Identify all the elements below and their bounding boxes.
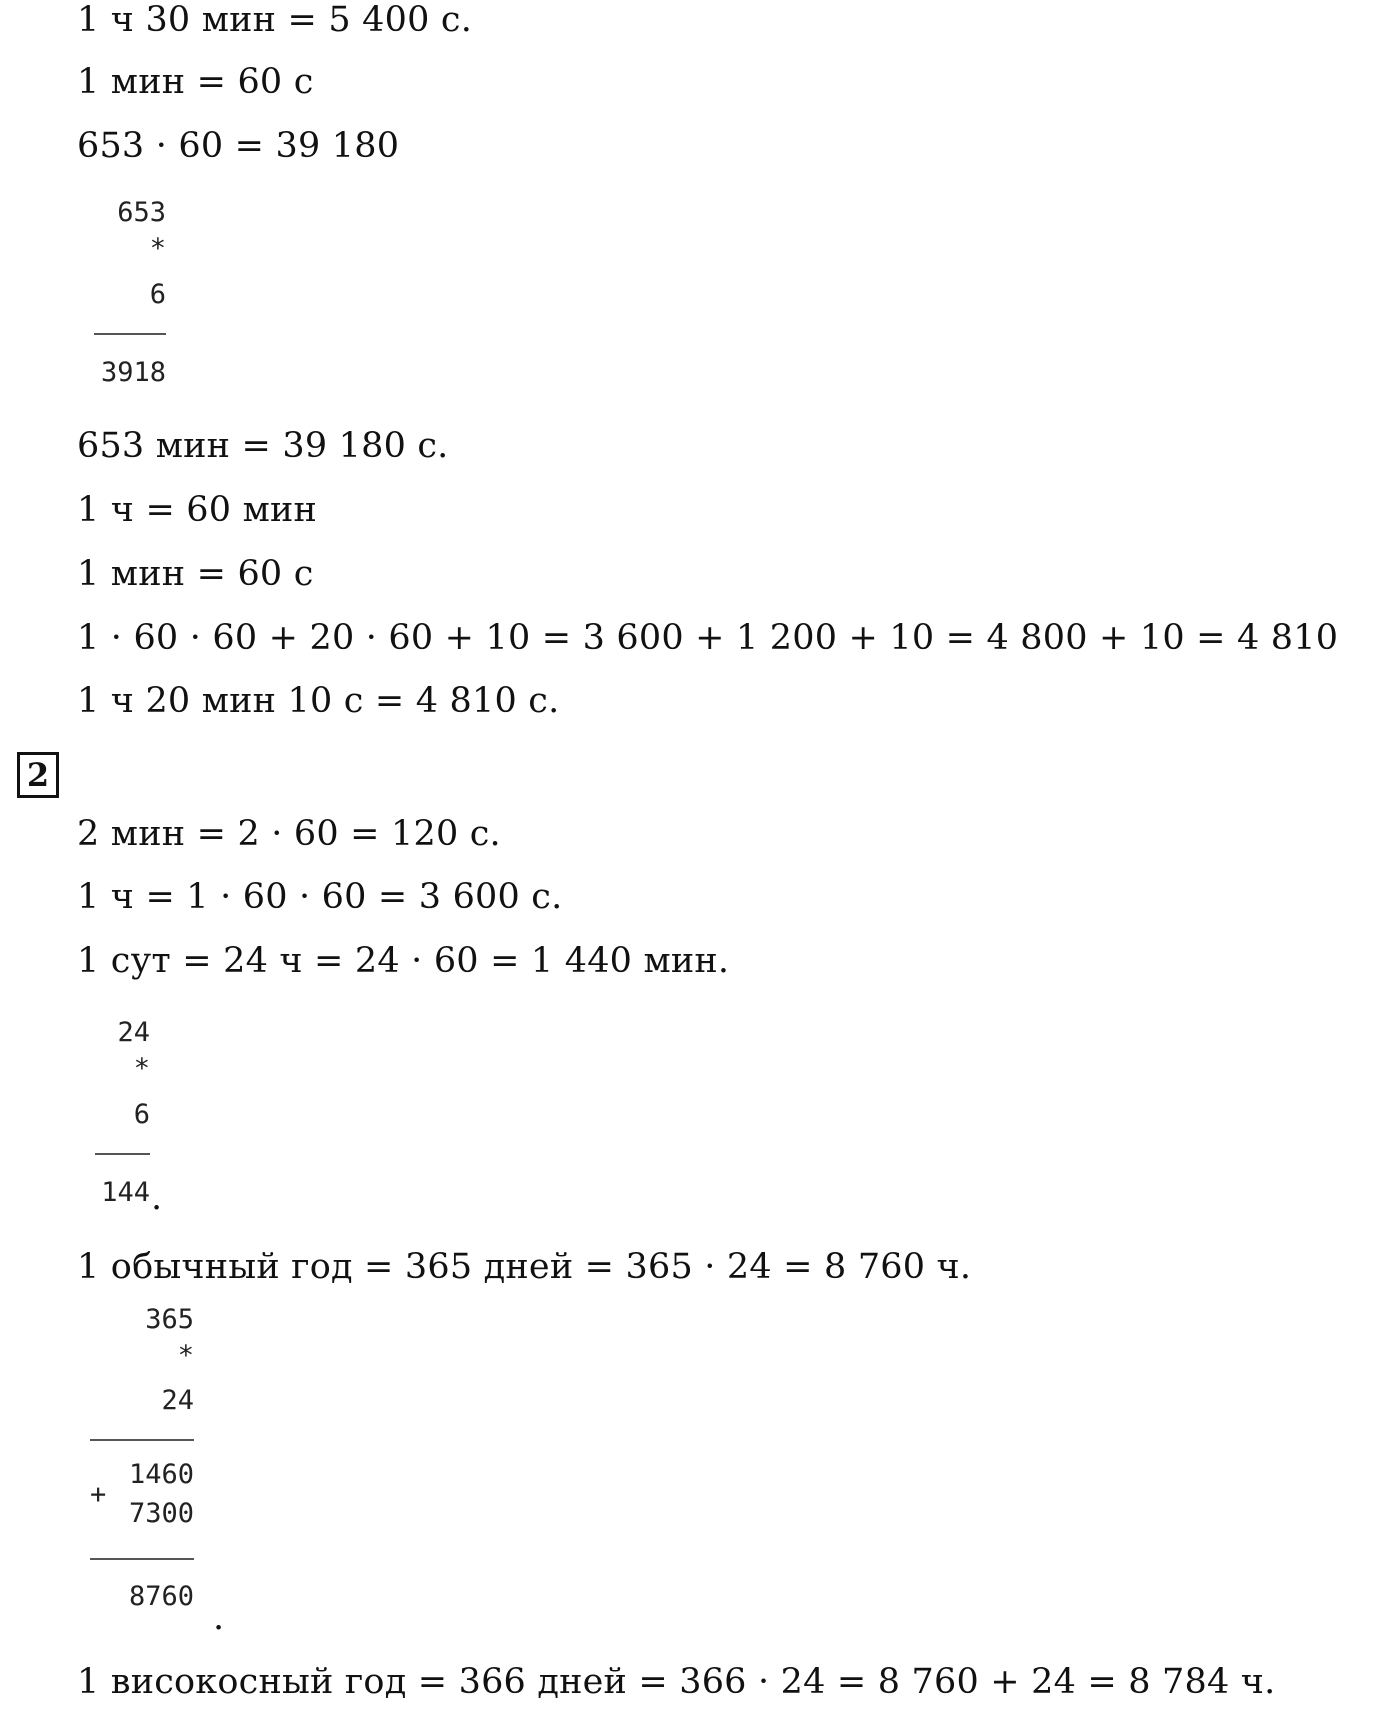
task-number-badge: 2 <box>17 752 59 798</box>
multiplicand: 24 <box>117 1017 150 1048</box>
result-rule <box>95 1153 150 1155</box>
equation-line: 653 мин = 39 180 с. <box>77 426 449 466</box>
equation-line: 1 · 60 · 60 + 20 · 60 + 10 = 3 600 + 1 200 + 10 = 4 800 + 10 = 4 810 <box>77 618 1339 658</box>
plus-sign: + <box>90 1479 107 1510</box>
end-period: . <box>151 1178 163 1218</box>
equation-line: 1 високосный год = 366 дней = 366 · 24 = 8 760 + 24 = 8 784 ч. <box>77 1662 1276 1702</box>
partial-product: 7300 <box>128 1498 194 1529</box>
product: 144 <box>101 1177 150 1208</box>
equation-line: 1 ч = 1 · 60 · 60 = 3 600 с. <box>77 877 563 917</box>
column-multiplication <box>90 1305 194 1625</box>
multiplier: 24 <box>161 1385 194 1416</box>
equation-line: 1 мин = 60 с <box>77 62 314 102</box>
multiplicand: 365 <box>145 1304 194 1335</box>
partial-product: 1460 <box>128 1459 194 1490</box>
column-multiplication <box>90 198 166 398</box>
equation-line: 1 ч 20 мин 10 с = 4 810 с. <box>77 681 560 721</box>
equation-line: 1 обычный год = 365 дней = 365 · 24 = 8 760 ч. <box>77 1247 972 1287</box>
result-rule <box>90 1558 194 1560</box>
equation-line: 1 сут = 24 ч = 24 · 60 = 1 440 мин. <box>77 941 730 981</box>
product: 8760 <box>128 1581 194 1612</box>
end-period: . <box>213 1598 225 1638</box>
operator: * <box>149 233 166 264</box>
equation-line: 1 мин = 60 с <box>77 554 314 594</box>
equation-line: 1 ч 30 мин = 5 400 с. <box>77 0 473 40</box>
operator: * <box>133 1053 150 1084</box>
product: 3918 <box>100 357 166 388</box>
result-rule <box>94 333 166 335</box>
equation-line: 2 мин = 2 · 60 = 120 с. <box>77 814 501 854</box>
multiplier: 6 <box>149 279 166 310</box>
operator: * <box>177 1340 194 1371</box>
partial-rule <box>90 1439 194 1441</box>
multiplier: 6 <box>133 1099 150 1130</box>
column-multiplication <box>95 1018 150 1218</box>
equation-line: 653 · 60 = 39 180 <box>77 126 400 166</box>
multiplicand: 653 <box>117 197 166 228</box>
equation-line: 1 ч = 60 мин <box>77 490 318 530</box>
